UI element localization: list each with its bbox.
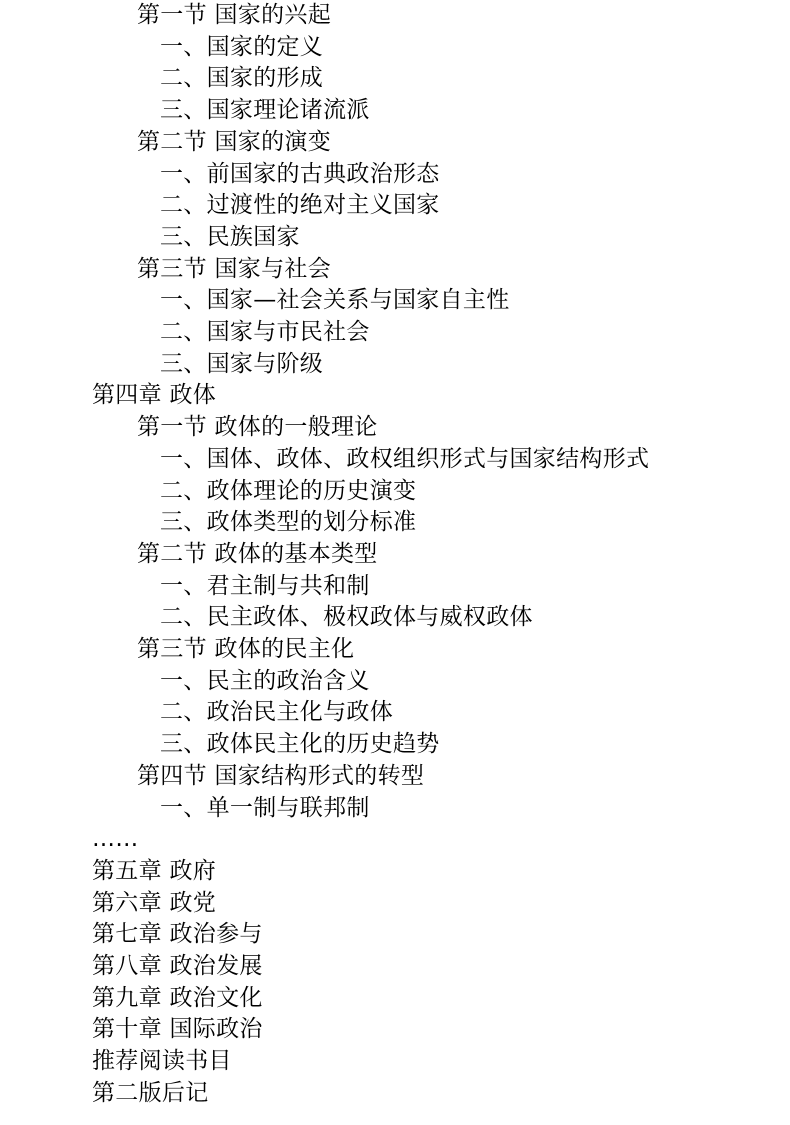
toc-item: 二、政治民主化与政体: [160, 699, 393, 726]
toc-section: 第一节 国家的兴起: [137, 2, 332, 28]
toc-section: 第四节 国家结构形式的转型: [137, 762, 425, 789]
toc-chapter: 第八章 政治发展: [92, 953, 263, 979]
toc-item: 一、国家—社会关系与国家自主性: [160, 287, 510, 314]
toc-item: 二、国家的形成: [160, 65, 324, 92]
toc-item: 二、过渡性的绝对主义国家: [160, 192, 440, 219]
toc-chapter: 第六章 政党: [92, 889, 217, 916]
toc-item: 三、政体民主化的历史趋势: [160, 731, 440, 758]
toc-item: 三、国家与阶级: [160, 350, 324, 377]
toc-chapter: 第五章 政府: [92, 857, 217, 884]
toc-chapter: 第四章 政体: [92, 382, 217, 409]
toc-chapter: 第十章 国际政治: [92, 1016, 263, 1043]
toc-section: 第三节 政体的民主化: [137, 636, 355, 662]
toc-item: 一、民主的政治含义: [160, 667, 370, 694]
toc-section: 第三节 国家与社会: [137, 255, 332, 282]
toc-item: 一、单一制与联邦制: [160, 794, 370, 821]
toc-section: 第二节 国家的演变: [137, 128, 332, 155]
toc-item: 三、民族国家: [160, 223, 300, 250]
toc-item: 二、国家与市民社会: [160, 319, 370, 345]
toc-chapter: 第九章 政治文化: [92, 984, 263, 1011]
toc-section: 第二节 政体的基本类型: [137, 540, 378, 567]
toc-chapter: 第二版后记: [92, 1079, 209, 1106]
toc-item: 三、国家理论诸流派: [160, 97, 370, 124]
toc-section: 第一节 政体的一般理论: [137, 414, 378, 441]
toc-chapter: 第七章 政治参与: [92, 921, 263, 948]
toc-item: 一、君主制与共和制: [160, 572, 370, 599]
toc-item: 二、政体理论的历史演变: [160, 477, 417, 504]
toc-ellipsis: ……: [92, 826, 139, 853]
toc-item: 一、国体、政体、政权组织形式与国家结构形式: [160, 445, 650, 472]
toc-item: 二、民主政体、极权政体与威权政体: [160, 604, 533, 631]
toc-item: 三、政体类型的划分标准: [160, 509, 417, 536]
toc-item: 一、国家的定义: [160, 33, 324, 60]
toc-chapter: 推荐阅读书目: [92, 1048, 232, 1075]
toc-item: 一、前国家的古典政治形态: [160, 160, 440, 187]
